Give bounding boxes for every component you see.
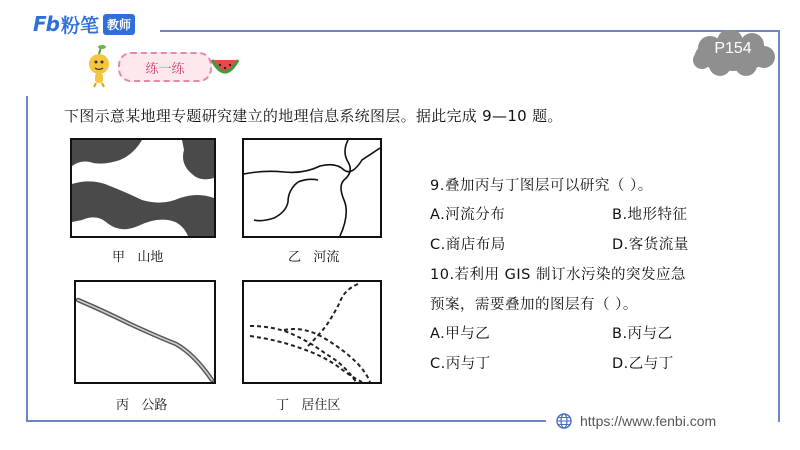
question-10-option-d[interactable]: D.乙与丁 <box>612 356 674 372</box>
river-layer-graphic <box>244 140 380 236</box>
question-9-option-d[interactable]: D.客货流量 <box>612 237 689 253</box>
map-caption-mountains: 甲 山地 <box>112 250 164 265</box>
globe-icon <box>556 413 572 429</box>
watermelon-icon <box>210 54 240 80</box>
footer-link[interactable] <box>556 413 716 429</box>
frame-line-left <box>26 96 28 422</box>
residential-layer-graphic <box>244 282 380 382</box>
page-number: P154 <box>714 40 752 57</box>
brand-logo <box>33 12 135 36</box>
map-residential <box>242 280 382 384</box>
mascot-icon <box>84 44 114 88</box>
frame-line-right <box>778 30 780 422</box>
map-caption-rivers: 乙 河流 <box>288 250 340 265</box>
logo-mark: Fb <box>33 12 59 36</box>
practice-banner <box>84 44 244 90</box>
mountain-layer-graphic <box>72 140 214 236</box>
question-9-option-b[interactable]: B.地形特征 <box>612 207 688 223</box>
road-layer-graphic <box>76 282 214 382</box>
brand-badge: 教师 <box>103 14 135 35</box>
footer-url: https://www.fenbi.com <box>580 413 717 429</box>
map-mountains <box>70 138 216 238</box>
map-road <box>74 280 216 384</box>
practice-label: 练一练 <box>118 52 212 82</box>
question-10-stem-line1: 10.若利用 GIS 制订水污染的突发应急 <box>430 267 686 283</box>
map-caption-residential: 丁 居住区 <box>276 398 341 413</box>
question-9-option-a[interactable]: A.河流分布 <box>430 207 506 223</box>
question-9-stem: 9.叠加丙与丁图层可以研究（ ）。 <box>430 178 653 194</box>
map-rivers <box>242 138 382 238</box>
brand-name: 粉笔 <box>60 14 99 37</box>
frame-line-top <box>160 30 780 32</box>
question-10-option-c[interactable]: C.丙与丁 <box>430 356 491 372</box>
page-number-badge <box>688 30 778 80</box>
question-9-option-c[interactable]: C.商店布局 <box>430 237 506 253</box>
question-10-option-a[interactable]: A.甲与乙 <box>430 326 491 342</box>
map-caption-road: 丙 公路 <box>116 398 168 413</box>
question-10-option-b[interactable]: B.丙与乙 <box>612 326 673 342</box>
question-intro: 下图示意某地理专题研究建立的地理信息系统图层。据此完成 9—10 题。 <box>64 107 563 125</box>
question-10-stem-line2: 预案，需要叠加的图层有（ ）。 <box>430 297 638 313</box>
frame-line-bottom <box>26 420 546 422</box>
